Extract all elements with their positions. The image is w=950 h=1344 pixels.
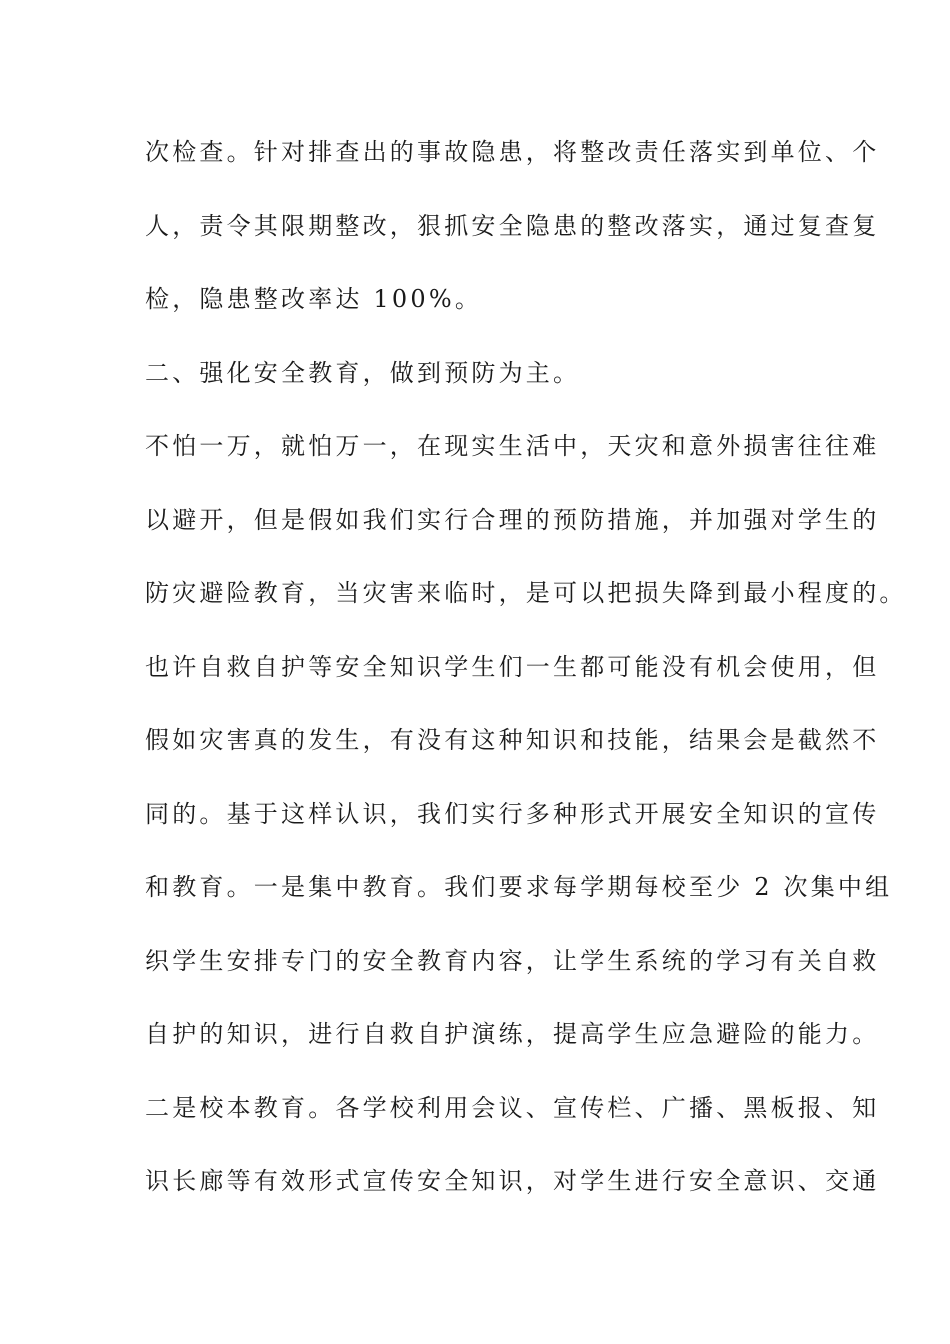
text-line: 识长廊等有效形式宣传安全知识，对学生进行安全意识、交通 [145,1167,880,1195]
text-line: 防灾避险教育，当灾害来临时，是可以把损失降到最小程度的。 [145,579,907,607]
text-line: 和教育。一是集中教育。我们要求每学期每校至少 2 次集中组 [145,873,893,901]
text-line: 假如灾害真的发生，有没有这种知识和技能，结果会是截然不 [145,726,880,754]
text-line: 同的。基于这样认识，我们实行多种形式开展安全知识的宣传 [145,799,880,828]
text-line: 次检查。针对排查出的事故隐患，将整改责任落实到单位、个 [145,138,880,166]
section-heading: 二、强化安全教育，做到预防为主。 [145,358,581,387]
text-line: 以避开，但是假如我们实行合理的预防措施，并加强对学生的 [145,505,880,534]
text-line: 检，隐患整改率达 100%。 [145,285,483,313]
text-line: 自护的知识，进行自救自护演练，提高学生应急避险的能力。 [145,1020,880,1048]
text-line: 也许自救自护等安全知识学生们一生都可能没有机会使用，但 [145,652,880,681]
text-line: 织学生安排专门的安全教育内容，让学生系统的学习有关自救 [145,946,880,975]
text-line: 二是校本教育。各学校利用会议、宣传栏、广播、黑板报、知 [145,1093,880,1122]
text-line: 人，责令其限期整改，狠抓安全隐患的整改落实，通过复查复 [145,211,880,240]
document-body [145,128,907,1231]
text-line: 不怕一万，就怕万一，在现实生活中，天灾和意外损害往往难 [145,432,880,460]
